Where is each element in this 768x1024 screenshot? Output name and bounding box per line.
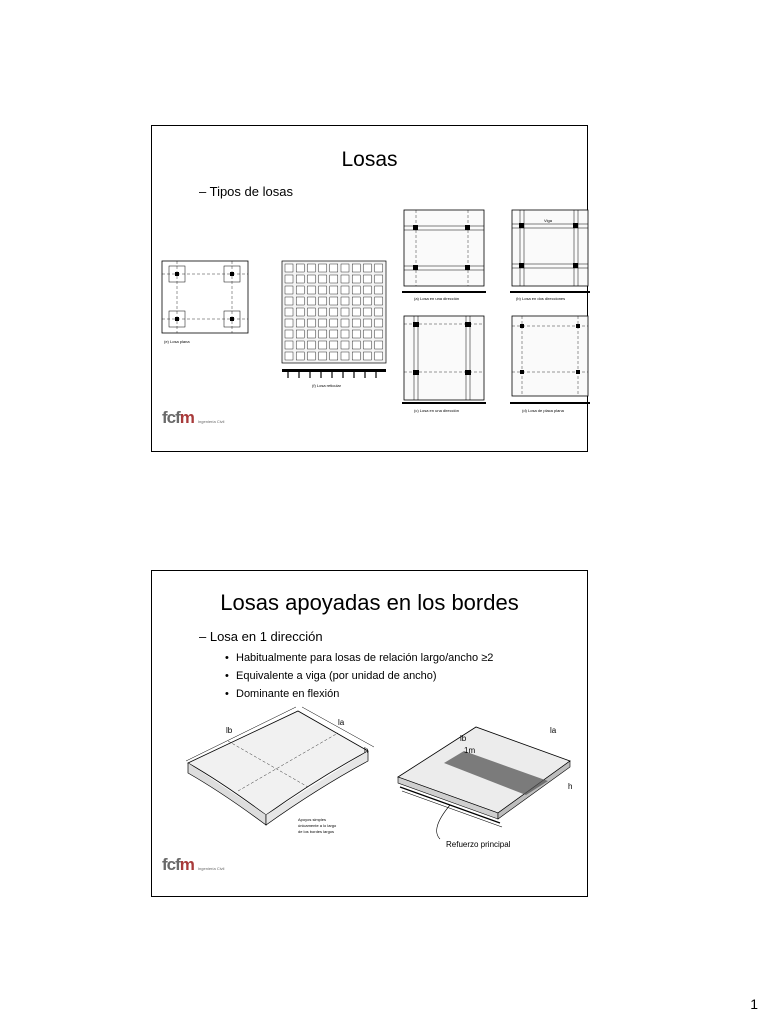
waffle-cell <box>319 308 327 316</box>
waffle-cell <box>307 286 315 294</box>
supports-note-3: de los bordes largos <box>298 829 335 834</box>
waffle-cell <box>319 330 327 338</box>
waffle-cell <box>296 341 304 349</box>
supports-note-1: Apoyos simples <box>298 817 327 822</box>
waffle-cell <box>375 341 383 349</box>
label-lb-2: lb <box>460 734 467 743</box>
waffle-cell <box>352 352 360 360</box>
waffle-cell <box>285 330 293 338</box>
waffle-cell <box>307 341 315 349</box>
waffle-cell <box>341 319 349 327</box>
waffle-cell <box>341 330 349 338</box>
slide-subtitle: – Tipos de losas <box>199 184 293 199</box>
waffle-cell <box>352 264 360 272</box>
caption-flat-slab: (e) Losa plana <box>164 339 190 344</box>
caption-flat-plate: (d) Losa de placa plana <box>522 408 564 413</box>
waffle-cell <box>363 297 371 305</box>
label-main-reinforcement: Refuerzo principal <box>446 840 511 849</box>
waffle-cell <box>330 330 338 338</box>
slide-subtitle: – Losa en 1 dirección <box>199 629 323 644</box>
waffle-cell <box>285 286 293 294</box>
waffle-cell <box>375 308 383 316</box>
waffle-cell <box>352 286 360 294</box>
caption-one-way-slab-c: (c) Losa en una dirección <box>414 408 459 413</box>
bullet-item: • Habitualmente para losas de relación largo/ancho ≥2 <box>225 649 493 667</box>
waffle-cell <box>363 319 371 327</box>
waffle-cell <box>352 275 360 283</box>
flat-slab-figure <box>160 259 250 349</box>
waffle-cell <box>363 264 371 272</box>
waffle-cell <box>285 341 293 349</box>
slide-losas <box>151 125 588 452</box>
waffle-cell <box>375 275 383 283</box>
one-way-slab-c-figure <box>400 312 490 420</box>
waffle-cell <box>363 286 371 294</box>
label-h-2: h <box>568 782 573 791</box>
waffle-cell <box>319 341 327 349</box>
waffle-cell <box>363 352 371 360</box>
bullet-item: • Equivalente a viga (por unidad de ancho) <box>225 667 493 685</box>
waffle-cell <box>375 286 383 294</box>
waffle-cell <box>285 319 293 327</box>
waffle-cell <box>307 275 315 283</box>
one-way-slab-reinforcement-figure <box>390 709 580 859</box>
waffle-cell <box>307 308 315 316</box>
waffle-cell <box>363 308 371 316</box>
waffle-cell <box>296 264 304 272</box>
waffle-cell <box>319 319 327 327</box>
two-way-slab-figure <box>508 204 598 304</box>
waffle-cell <box>330 264 338 272</box>
waffle-cell <box>330 352 338 360</box>
waffle-cell <box>352 308 360 316</box>
waffle-cell <box>307 330 315 338</box>
waffle-cell <box>352 297 360 305</box>
label-h: h <box>364 746 369 755</box>
waffle-cell <box>375 264 383 272</box>
waffle-cell <box>375 319 383 327</box>
label-la: la <box>338 718 345 727</box>
waffle-cell <box>352 341 360 349</box>
waffle-cell <box>375 352 383 360</box>
waffle-cell <box>296 330 304 338</box>
slide-title: Losas apoyadas en los bordes <box>220 590 519 615</box>
waffle-cell <box>363 275 371 283</box>
waffle-cell <box>375 297 383 305</box>
waffle-cell <box>296 308 304 316</box>
waffle-cell <box>285 297 293 305</box>
waffle-cell <box>363 330 371 338</box>
page-number: 1 <box>750 996 758 1012</box>
waffle-cell <box>285 308 293 316</box>
bullet-item: • Dominante en flexión <box>225 685 493 703</box>
waffle-cell <box>296 352 304 360</box>
waffle-cell <box>341 275 349 283</box>
waffle-cell <box>375 330 383 338</box>
waffle-cell <box>330 341 338 349</box>
waffle-cell <box>319 286 327 294</box>
bullet-list <box>225 649 493 703</box>
waffle-cell <box>307 297 315 305</box>
caption-waffle-slab: (f) Losa reticular <box>312 383 341 388</box>
slide-losas-apoyadas <box>151 570 588 897</box>
supports-note-2: únicamente a lo largo <box>298 823 337 828</box>
waffle-cell <box>285 352 293 360</box>
waffle-cell <box>319 264 327 272</box>
label-one-meter: 1m <box>464 746 476 755</box>
waffle-cell <box>307 352 315 360</box>
waffle-cell <box>307 319 315 327</box>
waffle-cell <box>352 330 360 338</box>
waffle-cell <box>285 275 293 283</box>
waffle-cell <box>341 308 349 316</box>
label-viga: Viga <box>544 218 552 223</box>
waffle-cell <box>330 308 338 316</box>
caption-two-way-slab: (b) Losa en dos direcciones <box>516 296 566 301</box>
waffle-cell <box>330 286 338 294</box>
flat-plate-figure <box>508 312 598 420</box>
waffle-cell <box>285 264 293 272</box>
label-lb: lb <box>226 726 233 735</box>
waffle-cell <box>352 319 360 327</box>
waffle-cell <box>307 264 315 272</box>
waffle-cell <box>319 352 327 360</box>
slide-title: Losas <box>341 148 398 171</box>
waffle-cell <box>330 297 338 305</box>
waffle-cell <box>296 297 304 305</box>
waffle-cell <box>319 275 327 283</box>
waffle-slab-figure <box>280 259 390 389</box>
waffle-cell <box>341 352 349 360</box>
label-la-2: la <box>550 726 557 735</box>
one-way-slab-curved-figure <box>178 703 378 853</box>
waffle-cell <box>296 275 304 283</box>
waffle-cell <box>296 286 304 294</box>
waffle-cell <box>330 275 338 283</box>
waffle-cell <box>341 341 349 349</box>
fcfm-logo: fcfm Ingeniería Civil <box>162 408 225 427</box>
waffle-cell <box>296 319 304 327</box>
waffle-cell <box>341 264 349 272</box>
fcfm-logo: fcfm Ingeniería Civil <box>162 855 225 874</box>
caption-one-way-slab-a: (a) Losa en una dirección <box>414 296 460 301</box>
waffle-cell <box>341 297 349 305</box>
waffle-cell <box>363 341 371 349</box>
waffle-cell <box>341 286 349 294</box>
one-way-slab-a-figure <box>400 204 490 304</box>
waffle-cell <box>330 319 338 327</box>
waffle-cell <box>319 297 327 305</box>
